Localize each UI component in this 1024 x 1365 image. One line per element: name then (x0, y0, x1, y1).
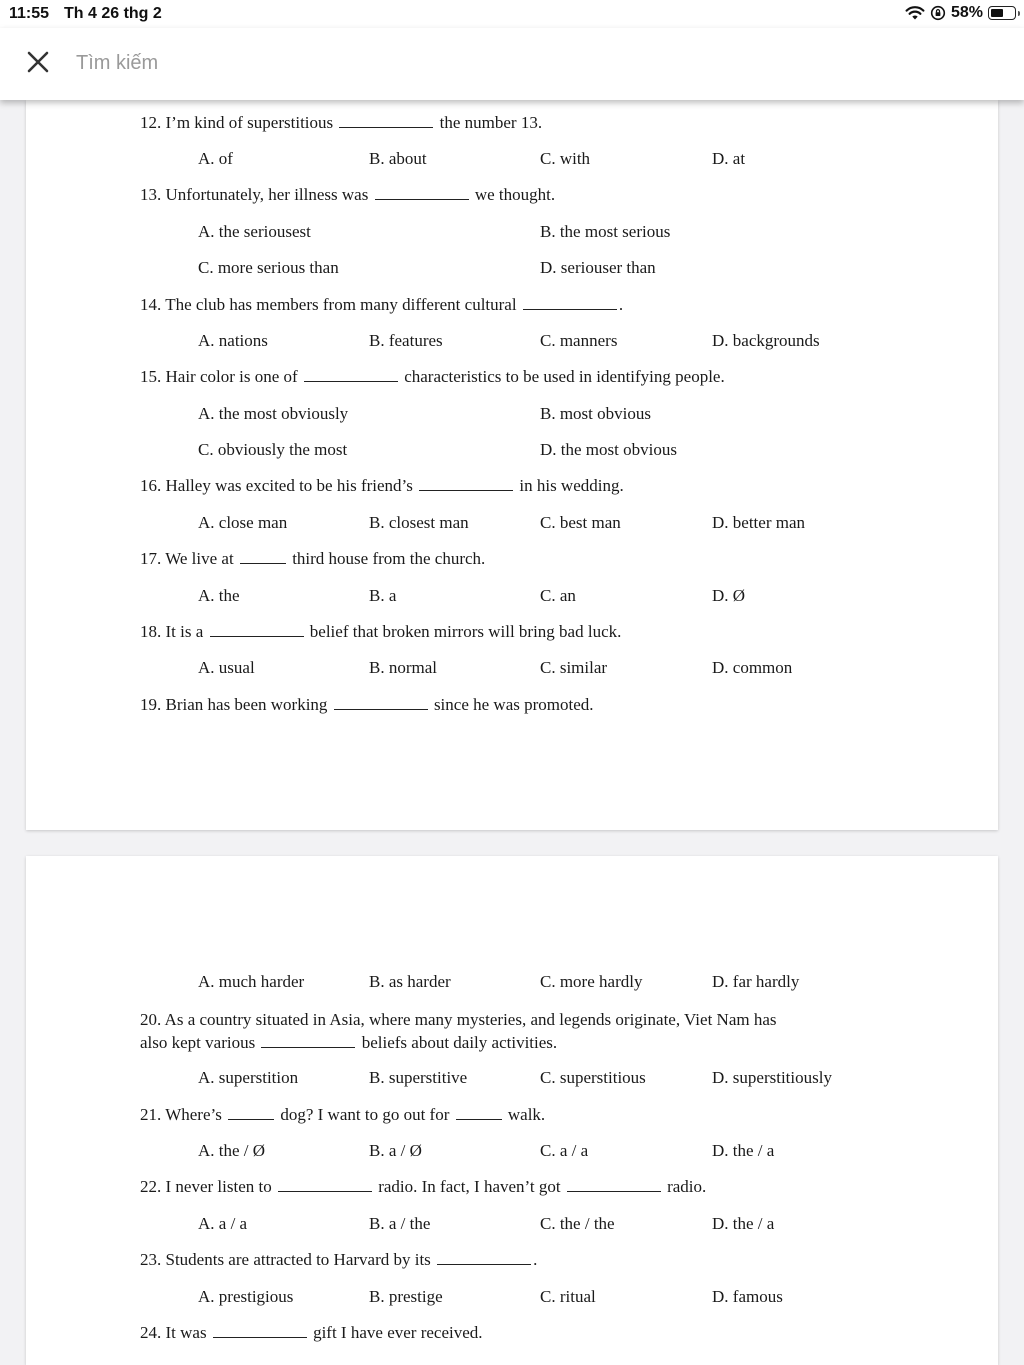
q13-option-d: D. seriouser than (540, 258, 656, 277)
q12-option-b: B. about (369, 149, 427, 168)
q22-option-c: C. the / the (540, 1214, 615, 1233)
question-12: 12. I’m kind of superstitious the number 13. (140, 113, 543, 132)
q16-option-a: A. close man (198, 513, 288, 532)
q14-option-a: A. nations (198, 331, 268, 350)
close-icon[interactable] (24, 48, 52, 76)
q17-option-c: C. an (540, 586, 576, 605)
question-19: 19. Brian has been working since he was promoted. (140, 695, 594, 714)
q22-option-b: B. a / the (369, 1214, 431, 1233)
question-18: 18. It is a belief that broken mirrors will bring bad luck. (140, 622, 622, 641)
q14-option-b: B. features (369, 331, 443, 350)
q16-option-d: D. better man (712, 513, 805, 532)
q17-option-b: B. a (369, 586, 397, 605)
q18-option-c: C. similar (540, 658, 608, 677)
orientation-lock-icon (930, 5, 946, 21)
q14-option-d: D. backgrounds (712, 331, 820, 350)
q21-option-b: B. a / Ø (369, 1141, 422, 1160)
q23-option-d: D. famous (712, 1287, 783, 1306)
status-date: Th 4 26 thg 2 (64, 5, 162, 22)
document-page-2 (26, 856, 998, 1365)
q19-option-a: A. much harder (198, 972, 305, 991)
question-21: 21. Where’s dog? I want to go out for walk. (140, 1105, 546, 1124)
q22-option-d: D. the / a (712, 1214, 775, 1233)
battery-icon (988, 6, 1016, 20)
question-13: 13. Unfortunately, her illness was we thought. (140, 185, 556, 204)
question-24: 24. It was gift I have ever received. (140, 1323, 483, 1342)
q13-option-c: C. more serious than (198, 258, 339, 277)
document-page-1 (26, 100, 998, 830)
q21-option-c: C. a / a (540, 1141, 589, 1160)
q15-option-c: C. obviously the most (198, 440, 348, 459)
q14-option-c: C. manners (540, 331, 618, 350)
q20-option-c: C. superstitious (540, 1068, 646, 1087)
q15-option-a: A. the most obviously (198, 404, 349, 423)
q20-option-d: D. superstitiously (712, 1068, 832, 1087)
q20-option-b: B. superstitive (369, 1068, 468, 1087)
q12-option-a: A. of (198, 149, 233, 168)
q19-option-b: B. as harder (369, 972, 451, 991)
q18-option-d: D. common (712, 658, 793, 677)
search-header (0, 28, 1024, 100)
q19-option-d: D. far hardly (712, 972, 800, 991)
question-23: 23. Students are attracted to Harvard by its . (140, 1250, 538, 1269)
q15-option-d: D. the most obvious (540, 440, 677, 459)
question-20: 20. As a country situated in Asia, where many mysteries, and legends originate, Viet Nam has also kept various beliefs about daily activities. (140, 1010, 777, 1052)
q13-option-b: B. the most serious (540, 222, 671, 241)
q21-option-a: A. the / Ø (198, 1141, 266, 1160)
question-14: 14. The club has members from many different cultural . (140, 295, 624, 314)
battery-percent: 58% (950, 4, 983, 21)
question-15: 15. Hair color is one of characteristics to be used in identifying people. (140, 367, 725, 386)
question-16: 16. Halley was excited to be his friend’s in his wedding. (140, 476, 624, 495)
q12-option-d: D. at (712, 149, 746, 168)
q17-option-d: D. Ø (712, 586, 746, 605)
status-time: 11:55 (9, 5, 50, 22)
q18-option-b: B. normal (369, 658, 437, 677)
status-right (905, 4, 1016, 22)
status-bar (0, 0, 1024, 28)
question-22: 22. I never listen to radio. In fact, I haven’t got radio. (140, 1177, 707, 1196)
q15-option-b: B. most obvious (540, 404, 651, 423)
q23-option-b: B. prestige (369, 1287, 443, 1306)
q16-option-b: B. closest man (369, 513, 469, 532)
q19-option-c: C. more hardly (540, 972, 643, 991)
question-17: 17. We live at third house from the church. (140, 549, 486, 568)
q23-option-c: C. ritual (540, 1287, 596, 1306)
q18-option-a: A. usual (198, 658, 255, 677)
q21-option-d: D. the / a (712, 1141, 775, 1160)
q22-option-a: A. a / a (198, 1214, 248, 1233)
q13-option-a: A. the seriousest (198, 222, 311, 241)
q12-option-c: C. with (540, 149, 591, 168)
q17-option-a: A. the (198, 586, 240, 605)
q23-option-a: A. prestigious (198, 1287, 294, 1306)
search-input[interactable] (74, 46, 778, 80)
q20-option-a: A. superstition (198, 1068, 299, 1087)
q16-option-c: C. best man (540, 513, 621, 532)
wifi-icon (905, 5, 925, 21)
